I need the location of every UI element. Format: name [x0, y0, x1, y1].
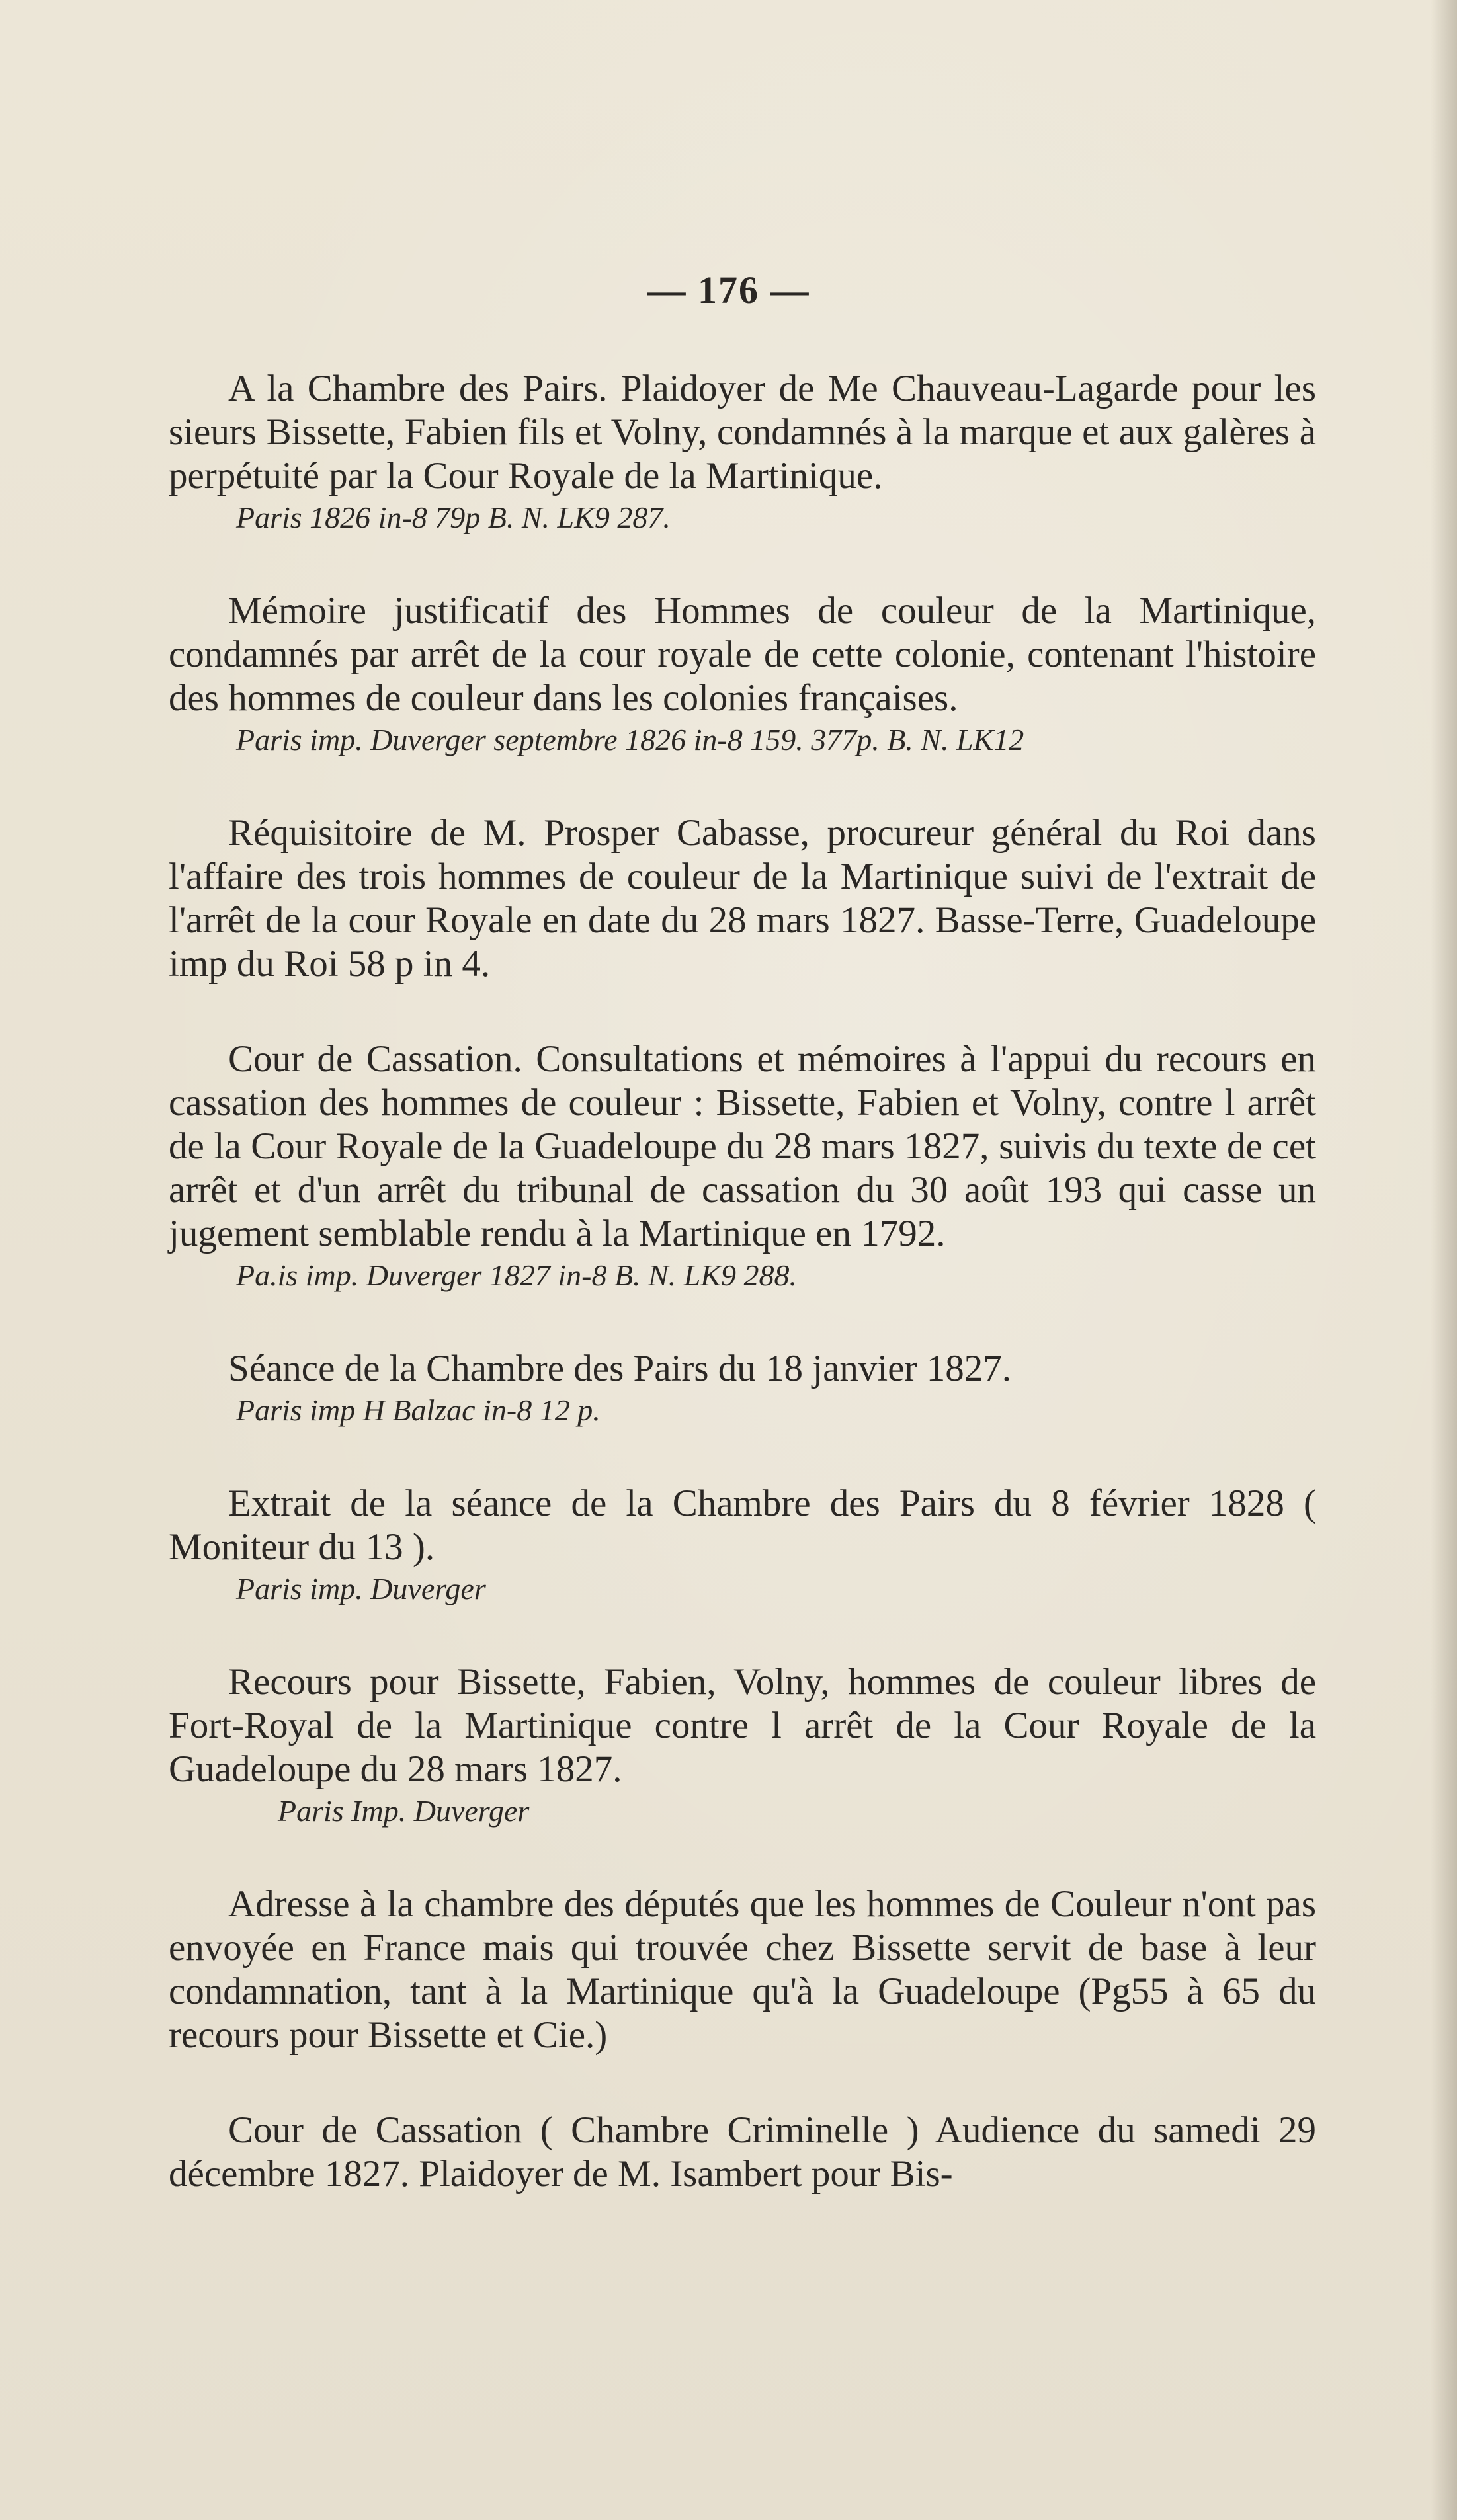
- entry-description: Cour de Cassation ( Chambre Criminelle ) Audience du samedi 29 décembre 1827. Plaidoyer de M. Isambert pour Bis-: [169, 2109, 1316, 2195]
- page-number: — 176 —: [647, 268, 810, 311]
- entry-citation: Paris imp H Balzac in-8 12 p.: [236, 1393, 601, 1427]
- bibliography-entry: [169, 1660, 1316, 1831]
- bibliography-entry: [169, 2109, 1316, 2196]
- entry-description: Adresse à la chambre des députés que les hommes de Couleur n'ont pas envoyée en France mais qui trouvée chez Bissette servit de base à leur condamnation, tant à la Martinique qu'à la Guadeloupe (Pg55 à 65 du recours pour Bissette et Cie.): [169, 1883, 1316, 2056]
- bibliography-entry: [169, 1037, 1316, 1295]
- entry-citation: Paris 1826 in-8 79p B. N. LK9 287.: [236, 501, 671, 534]
- entry-description: A la Chambre des Pairs. Plaidoyer de Me Chauveau-Lagarde pour les sieurs Bissette, Fabien fils et Volny, condamnés à la marque et aux galères à perpétuité par la Cour Royale de la Martinique.: [169, 368, 1316, 497]
- bibliography-column: [169, 367, 1316, 2196]
- entry-description: Réquisitoire de M. Prosper Cabasse, procureur général du Roi dans l'affaire des trois hommes de couleur de la Martinique suivi de l'extrait de l'arrêt de la cour Royale en date du 28 mars 1827. Basse-Terre, Guadeloupe imp du Roi 58 p in 4.: [169, 812, 1316, 985]
- entry-description: Extrait de la séance de la Chambre des Pairs du 8 février 1828 ( Moniteur du 13 ).: [169, 1483, 1316, 1568]
- bibliography-entry: [169, 1482, 1316, 1609]
- entry-citation: Pa.is imp. Duverger 1827 in-8 B. N. LK9 288.: [236, 1258, 797, 1292]
- bibliography-entry: [169, 367, 1316, 538]
- bibliography-entry: [169, 1883, 1316, 2057]
- entry-description: Séance de la Chambre des Pairs du 18 janvier 1827.: [228, 1348, 1012, 1389]
- entry-description: Cour de Cassation. Consultations et mémoires à l'appui du recours en cassation des hommes de couleur : Bissette, Fabien et Volny, contre l arrêt de la Cour Royale de la Guadeloupe du 28 mars 1827, suivis du texte de cet arrêt et d'un arrêt du tribunal de cassation du 30 août 193 qui casse un jugement semblable rendu à la Martinique en 1792.: [169, 1038, 1316, 1254]
- page-edge-shadow: [1431, 0, 1457, 2520]
- entry-citation: Paris imp. Duverger: [236, 1572, 486, 1605]
- entry-description: Recours pour Bissette, Fabien, Volny, hommes de couleur libres de Fort-Royal de la Martinique contre l arrêt de la Cour Royale de la Guadeloupe du 28 mars 1827.: [169, 1661, 1316, 1790]
- entry-citation: Paris Imp. Duverger: [278, 1794, 530, 1828]
- entry-description: Mémoire justificatif des Hommes de couleur de la Martinique, condamnés par arrêt de la cour royale de cette colonie, contenant l'histoire des hommes de couleur dans les colonies françaises.: [169, 590, 1316, 719]
- bibliography-entry: [169, 811, 1316, 986]
- entry-citation: Paris imp. Duverger septembre 1826 in-8 159. 377p. B. N. LK12: [236, 723, 1024, 756]
- bibliography-entry: [169, 589, 1316, 760]
- bibliography-entry: [169, 1347, 1316, 1430]
